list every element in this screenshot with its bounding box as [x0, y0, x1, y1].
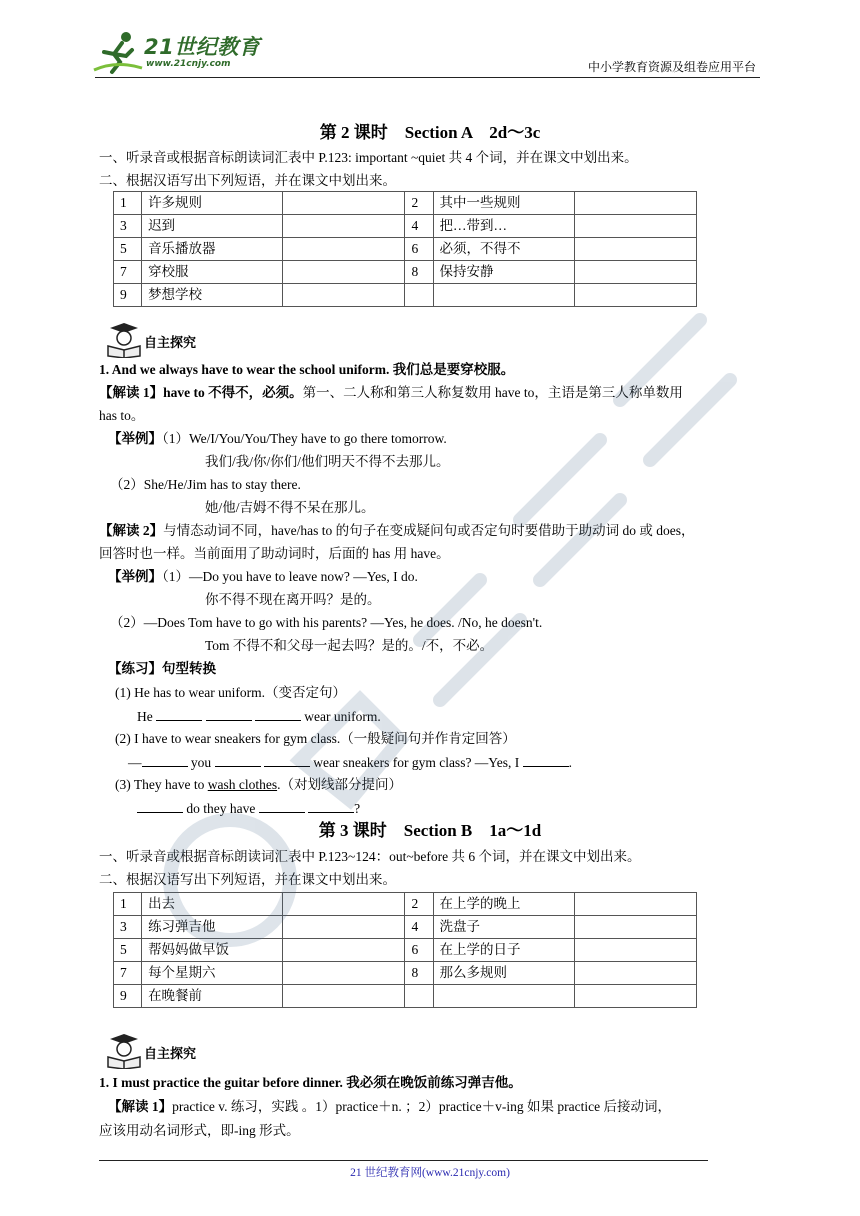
table-row — [114, 284, 697, 307]
phrase-cell: 穿校服 — [142, 261, 283, 284]
number-cell: 1 — [114, 893, 142, 916]
jiedu-tag: 【解读 1】 — [108, 1099, 173, 1114]
number-cell: 5 — [114, 939, 142, 962]
phrase-cell: 梦想学校 — [142, 284, 283, 307]
number-cell: 7 — [114, 261, 142, 284]
example-en: （1）We/I/You/You/They have to go there tomorrow. — [162, 431, 447, 446]
answer-cell[interactable] — [574, 893, 696, 916]
number-cell — [405, 985, 433, 1008]
phrase-cell — [433, 985, 574, 1008]
phrase-cell: 把…带到… — [433, 215, 574, 238]
number-cell: 4 — [405, 916, 433, 939]
self-study-heading — [104, 1033, 224, 1069]
phrase-cell: 音乐播放器 — [142, 238, 283, 261]
lesson2-point1: 1. And we always have to wear the school uniform. 我们总是要穿校服。 — [99, 362, 515, 377]
phrase-cell: 必须，不得不 — [433, 238, 574, 261]
answer-2 — [128, 754, 572, 772]
answer-cell[interactable] — [283, 284, 405, 307]
logo-title: 21世纪教育 — [144, 35, 261, 59]
answer-1 — [137, 708, 381, 726]
example-2: （2）She/He/Jim has to stay there. — [110, 477, 301, 492]
phrase-cell: 在上学的日子 — [433, 939, 574, 962]
answer-blank[interactable] — [259, 800, 305, 813]
example-1 — [108, 431, 447, 448]
number-cell: 3 — [114, 215, 142, 238]
answer-cell[interactable] — [283, 192, 405, 215]
phrase-cell: 练习弹吉他 — [142, 916, 283, 939]
answer-blank[interactable] — [156, 708, 202, 721]
number-cell: 2 — [405, 893, 433, 916]
answer-cell[interactable] — [574, 985, 696, 1008]
answer-text: wear sneakers for gym class? —Yes, I — [313, 755, 520, 770]
answer-cell[interactable] — [574, 284, 696, 307]
answer-text: wear uniform. — [304, 709, 381, 724]
number-cell: 5 — [114, 238, 142, 261]
self-study-label: 自主探究 — [144, 336, 197, 351]
answer-blank[interactable] — [255, 708, 301, 721]
lesson3-title: 第 3 课时 Section B 1a～1d — [318, 821, 542, 840]
answer-blank[interactable] — [215, 754, 261, 767]
question-text: (3) They have to — [115, 777, 208, 792]
lesson3-task1: 一、听录音或根据音标朗读词汇表中 P.123~124：out~before 共 6 个词，并在课文中划出来。 — [99, 849, 641, 864]
footer-divider — [99, 1160, 708, 1161]
question-text: .（对划线部分提问） — [277, 777, 402, 792]
answer-cell[interactable] — [283, 939, 405, 962]
number-cell: 8 — [405, 962, 433, 985]
site-logo — [92, 30, 262, 78]
number-cell: 1 — [114, 192, 142, 215]
example-3-zh: 你不得不现在离开吗？是的。 — [205, 592, 381, 607]
answer-cell[interactable] — [574, 261, 696, 284]
phrase-cell: 许多规则 — [142, 192, 283, 215]
phrase-cell: 在晚餐前 — [142, 985, 283, 1008]
lesson3-task2: 二、根据汉语写出下列短语，并在课文中划出来。 — [99, 872, 396, 887]
phrase-cell: 洗盘子 — [433, 916, 574, 939]
answer-text: ? — [354, 801, 361, 816]
reading-student-icon — [104, 1033, 144, 1069]
phrase-cell — [433, 284, 574, 307]
number-cell: 3 — [114, 916, 142, 939]
table-row — [114, 962, 697, 985]
footer-text: 21 世纪教育网(www.21cnjy.com) — [350, 1167, 510, 1179]
lesson3-phrase-table — [113, 892, 697, 1008]
phrase-cell: 每个星期六 — [142, 962, 283, 985]
jiedu-keyword: have to 不得不，必须。 — [163, 385, 303, 400]
answer-cell[interactable] — [574, 916, 696, 939]
phrase-cell: 出去 — [142, 893, 283, 916]
number-cell: 9 — [114, 284, 142, 307]
number-cell: 6 — [405, 939, 433, 962]
number-cell: 6 — [405, 238, 433, 261]
phrase-cell: 那么多规则 — [433, 962, 574, 985]
answer-cell[interactable] — [574, 939, 696, 962]
self-study-heading — [104, 322, 224, 358]
jiedu-text: practice v. 练习，实践 。1）practice＋n. ；2）practice＋v-ing 如果 practice 后接动词， — [172, 1099, 671, 1114]
answer-blank[interactable] — [137, 800, 183, 813]
example-4-zh: Tom 不得不和父母一起去吗？是的。/不，不必。 — [205, 638, 494, 653]
answer-text: . — [568, 755, 572, 770]
phrase-cell: 在上学的晚上 — [433, 893, 574, 916]
lesson3-point1: 1. I must practice the guitar before dinner. 我必须在晚饭前练习弹吉他。 — [99, 1075, 522, 1090]
logo-url: www.21cnjy.com — [146, 59, 231, 69]
jiedu-tag: 【解读 2】 — [99, 523, 164, 538]
answer-cell[interactable] — [574, 238, 696, 261]
self-study-label: 自主探究 — [144, 1047, 197, 1062]
table-row — [114, 215, 697, 238]
lesson3-jiedu1 — [108, 1099, 762, 1116]
table-row — [114, 939, 697, 962]
phrase-cell: 其中一些规则 — [433, 192, 574, 215]
answer-cell[interactable] — [574, 215, 696, 238]
answer-cell[interactable] — [283, 215, 405, 238]
number-cell: 9 — [114, 985, 142, 1008]
answer-cell[interactable] — [283, 261, 405, 284]
lesson2-title: 第 2 课时 Section A 2d～3c — [319, 123, 541, 142]
answer-text: — — [128, 755, 142, 770]
table-row — [114, 893, 697, 916]
answer-cell[interactable] — [574, 962, 696, 985]
runner-logo-icon — [92, 30, 144, 76]
answer-text: do they have — [186, 801, 256, 816]
answer-blank[interactable] — [308, 800, 354, 813]
header-divider — [95, 77, 760, 78]
lesson2-phrase-table — [113, 191, 697, 307]
practice-title: 句型转换 — [162, 661, 216, 676]
lesson2-task2: 二、根据汉语写出下列短语，并在课文中划出来。 — [99, 173, 396, 188]
reading-student-icon — [104, 322, 144, 358]
number-cell: 7 — [114, 962, 142, 985]
phrase-cell: 迟到 — [142, 215, 283, 238]
example-4: （2）—Does Tom have to go with his parents? —Yes, he does. /No, he doesn't. — [110, 615, 543, 630]
table-row — [114, 916, 697, 939]
answer-cell[interactable] — [283, 985, 405, 1008]
jiedu-tag: 【解读 1】 — [99, 385, 164, 400]
answer-text: you — [190, 755, 212, 770]
practice-heading — [108, 661, 216, 678]
answer-blank[interactable] — [142, 754, 188, 767]
number-cell: 4 — [405, 215, 433, 238]
example-en: （1）—Do you have to leave now? —Yes, I do. — [162, 569, 418, 584]
lesson2-jiedu1-cont: has to。 — [99, 408, 145, 423]
example-3 — [108, 569, 418, 586]
table-row — [114, 261, 697, 284]
answer-blank[interactable] — [206, 708, 252, 721]
platform-name: 中小学教育资源及组卷应用平台 — [587, 60, 756, 74]
table-row — [114, 985, 697, 1008]
table-row — [114, 192, 697, 215]
lesson2-jiedu1 — [99, 385, 761, 402]
jiedu-text: 与情态动词不同，have/has to 的句子在变成疑问句或否定句时要借助于助动词 do 或 does， — [163, 523, 695, 538]
question-2: (2) I have to wear sneakers for gym class.（一般疑问句并作肯定回答） — [115, 731, 516, 746]
lesson2-jiedu2 — [99, 523, 761, 540]
table-row — [114, 238, 697, 261]
question-3 — [115, 777, 402, 794]
question-1: (1) He has to wear uniform.（变否定句） — [115, 685, 346, 700]
example-2-zh: 她/他/吉姆不得不呆在那儿。 — [205, 500, 375, 515]
answer-cell[interactable] — [283, 893, 405, 916]
answer-cell[interactable] — [283, 238, 405, 261]
number-cell — [405, 284, 433, 307]
answer-cell[interactable] — [283, 962, 405, 985]
answer-blank[interactable] — [523, 754, 569, 767]
phrase-cell: 保持安静 — [433, 261, 574, 284]
answer-cell[interactable] — [574, 192, 696, 215]
number-cell: 8 — [405, 261, 433, 284]
answer-cell[interactable] — [283, 916, 405, 939]
answer-blank[interactable] — [264, 754, 310, 767]
number-cell: 2 — [405, 192, 433, 215]
lesson2-jiedu2-cont: 回答时也一样。当前面用了助动词时，后面的 has 用 have。 — [99, 546, 450, 561]
phrase-cell: 帮妈妈做早饭 — [142, 939, 283, 962]
jiedu-text: 第一、二人称和第三人称复数用 have to，主语是第三人称单数用 — [302, 385, 683, 400]
practice-tag: 【练习】 — [108, 661, 162, 676]
answer-text: He — [137, 709, 153, 724]
example-1-zh: 我们/我/你/你们/他们明天不得不去那儿。 — [205, 454, 450, 469]
lesson3-jiedu1-cont: 应该用动名词形式，即-ing 形式。 — [99, 1123, 300, 1138]
example-tag: 【举例】 — [108, 431, 162, 446]
answer-3 — [137, 800, 360, 818]
lesson2-task1: 一、听录音或根据音标朗读词汇表中 P.123: important ~quiet 共 4 个词，并在课文中划出来。 — [99, 150, 638, 165]
underlined-phrase: wash clothes — [207, 777, 278, 792]
example-tag: 【举例】 — [108, 569, 162, 584]
